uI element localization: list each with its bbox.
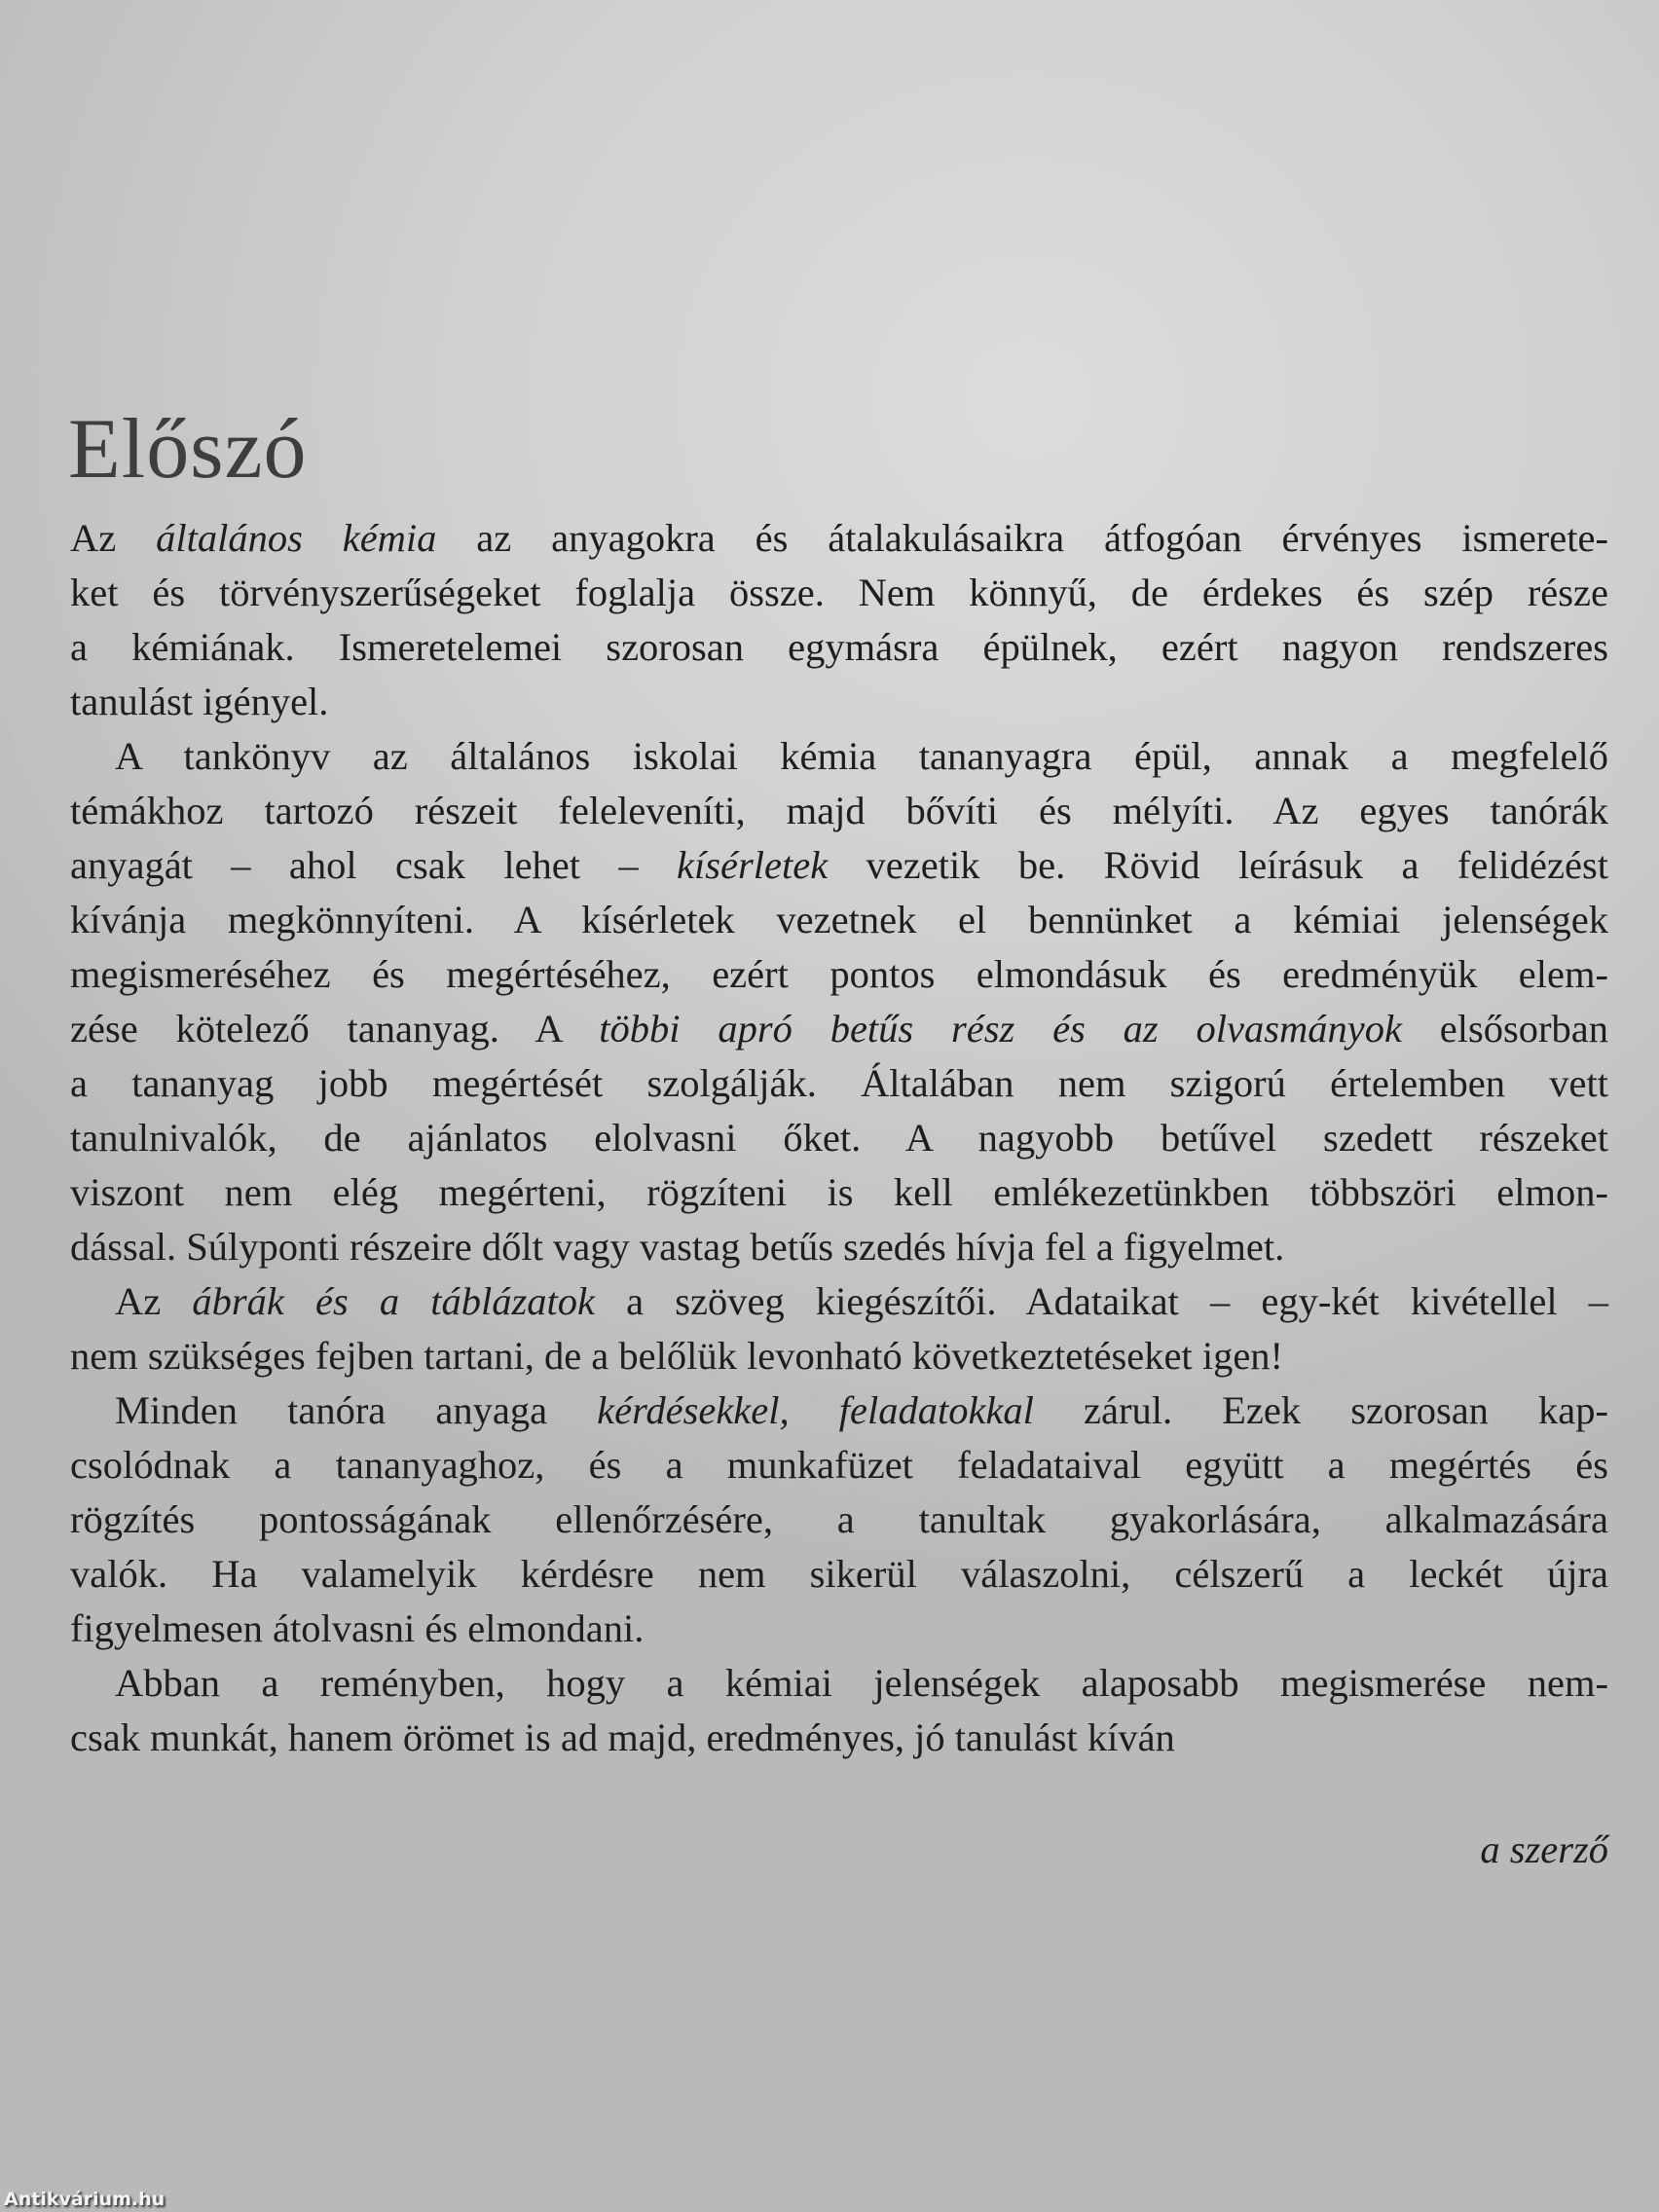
text-segment: a kémiának. Ismeretelemei szorosan egymásra épülnek, ezért nagyon rendszeres: [70, 625, 1608, 669]
text-line: [70, 1002, 1608, 1056]
text-segment: vezetik be. Rövid leírásuk a felidézést: [828, 843, 1609, 887]
emphasized-text: kísérletek: [677, 843, 829, 887]
text-segment: A tankönyv az általános iskolai kémia tananyagra épül, annak a megfelelő: [115, 734, 1608, 778]
paragraph: [70, 511, 1608, 729]
text-line: [70, 1274, 1608, 1329]
text-segment: dással. Súlyponti részeire dőlt vagy vastag betűs szedés hívja fel a figyelmet.: [70, 1225, 1285, 1269]
text-line: [70, 675, 1608, 729]
text-segment: csolódnak a tananyaghoz, és a munkafüzet feladataival együtt a megértés és: [70, 1443, 1608, 1487]
text-segment: Az: [115, 1279, 193, 1323]
text-segment: tanulnivalók, de ajánlatos elolvasni őket. A nagyobb betűvel szedett részeket: [70, 1116, 1608, 1160]
text-line: [70, 1383, 1608, 1438]
text-segment: Minden tanóra anyaga: [115, 1388, 598, 1432]
text-segment: Abban a reményben, hogy a kémiai jelenségek alaposabb megismerése nem-: [115, 1661, 1608, 1705]
text-line: [70, 838, 1608, 893]
text-line: [70, 566, 1608, 620]
text-segment: kívánja megkönnyíteni. A kísérletek vezetnek el bennünket a kémiai jelenségek: [70, 898, 1608, 941]
text-segment: nem szükséges fejben tartani, de a belőlük levonható következtetéseket igen!: [70, 1334, 1284, 1378]
emphasized-text: általános kémia: [156, 516, 437, 560]
text-line: [70, 1329, 1608, 1383]
text-segment: megismeréséhez és megértéséhez, ezért pontos elmondásuk és eredményük elem-: [70, 952, 1608, 996]
text-segment: a szöveg kiegészítői. Adataikat – egy-két kivétellel –: [595, 1279, 1609, 1323]
paragraph: [70, 729, 1608, 1274]
text-segment: csak munkát, hanem örömet is ad majd, eredményes, jó tanulást kíván: [70, 1715, 1175, 1759]
author-signature: a szerző: [1480, 1827, 1608, 1871]
text-line: [70, 1165, 1608, 1220]
text-line: [70, 1711, 1608, 1765]
text-line: [70, 1656, 1608, 1711]
text-line: [70, 893, 1608, 947]
text-line: [70, 1493, 1608, 1547]
text-line: [70, 1056, 1608, 1111]
emphasized-text: ábrák és a táblázatok: [192, 1279, 596, 1323]
text-segment: zése kötelező tananyag. A: [70, 1007, 600, 1051]
text-segment: Az: [70, 516, 157, 560]
page-title: Előszó: [68, 401, 308, 497]
preface-body: [70, 511, 1608, 1765]
text-segment: figyelmesen átolvasni és elmondani.: [70, 1606, 645, 1650]
paragraph: [70, 1656, 1608, 1765]
emphasized-text: többi apró betűs rész és az olvasmányok: [599, 1007, 1402, 1051]
text-segment: viszont nem elég megérteni, rögzíteni is kell emlékezetünkben többszöri elmon-: [70, 1170, 1608, 1214]
text-segment: témákhoz tartozó részeit feleleveníti, majd bővíti és mélyíti. Az egyes tanórák: [70, 789, 1608, 832]
text-line: [70, 620, 1608, 675]
text-segment: a tananyag jobb megértését szolgálják. Általában nem szigorú értelemben vett: [70, 1061, 1608, 1105]
emphasized-text: kérdésekkel, feladatokkal: [597, 1388, 1034, 1432]
text-segment: zárul. Ezek szorosan kap-: [1033, 1388, 1608, 1432]
text-segment: valók. Ha valamelyik kérdésre nem sikerül válaszolni, célszerű a leckét újra: [70, 1552, 1608, 1596]
text-line: [70, 1438, 1608, 1493]
paragraph: [70, 1383, 1608, 1656]
text-segment: rögzítés pontosságának ellenőrzésére, a tanultak gyakorlására, alkalmazására: [70, 1497, 1608, 1541]
text-segment: ket és törvényszerűségeket foglalja össze. Nem könnyű, de érdekes és szép része: [70, 571, 1608, 614]
text-line: [70, 1547, 1608, 1602]
text-line: [70, 511, 1608, 566]
watermark-logo: Antikvárium.hu: [4, 2189, 166, 2210]
text-line: [70, 729, 1608, 784]
text-line: [70, 947, 1608, 1002]
text-line: [70, 1220, 1608, 1274]
text-line: [70, 1111, 1608, 1165]
paragraph: [70, 1274, 1608, 1383]
text-segment: tanulást igényel.: [70, 680, 329, 723]
text-segment: elsősorban: [1401, 1007, 1608, 1051]
text-segment: az anyagokra és átalakulásaikra átfogóan érvényes ismerete-: [436, 516, 1608, 560]
text-line: [70, 784, 1608, 838]
text-segment: anyagát – ahol csak lehet –: [70, 843, 678, 887]
text-line: [70, 1602, 1608, 1656]
